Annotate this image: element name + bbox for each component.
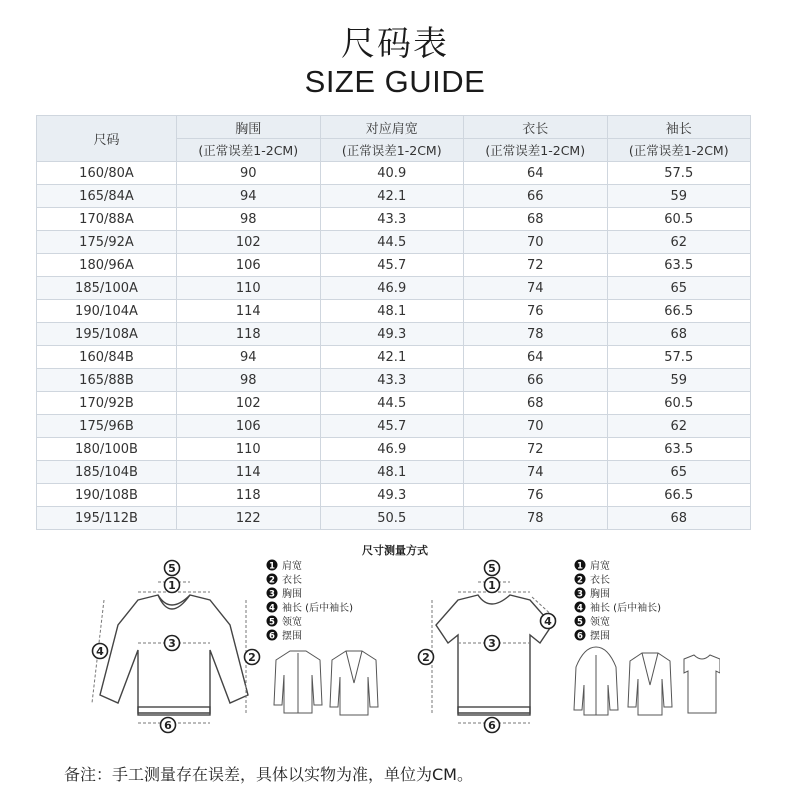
table-cell: 66	[464, 185, 608, 208]
table-cell: 165/88B	[37, 369, 177, 392]
table-cell: 42.1	[320, 185, 464, 208]
length-header: 衣长	[464, 116, 608, 139]
svg-text:6: 6	[577, 631, 583, 642]
table-cell: 44.5	[320, 392, 464, 415]
table-cell: 42.1	[320, 346, 464, 369]
size-header: 尺码	[37, 116, 177, 162]
table-cell: 114	[177, 461, 321, 484]
table-cell: 160/84B	[37, 346, 177, 369]
table-row	[37, 277, 751, 300]
table-row	[37, 461, 751, 484]
cardigan-icon	[628, 653, 672, 715]
table-cell: 122	[177, 507, 321, 530]
svg-text:肩宽: 肩宽	[590, 561, 610, 572]
table-cell: 46.9	[320, 277, 464, 300]
jacket-icon	[274, 651, 322, 713]
legend-item	[575, 573, 611, 586]
svg-text:领宽: 领宽	[282, 617, 302, 628]
table-cell: 45.7	[320, 254, 464, 277]
table-cell: 170/92B	[37, 392, 177, 415]
svg-text:1: 1	[577, 561, 583, 572]
svg-text:肩宽: 肩宽	[282, 561, 302, 572]
legend-item	[267, 587, 303, 600]
sleeve-note: (正常误差1-2CM)	[607, 139, 751, 162]
svg-text:摆围: 摆围	[282, 631, 302, 642]
measure-marker	[165, 561, 180, 576]
table-cell: 74	[464, 277, 608, 300]
table-cell: 59	[607, 369, 751, 392]
table-row	[37, 484, 751, 507]
legend-item	[575, 601, 662, 614]
table-row	[37, 254, 751, 277]
table-cell: 64	[464, 346, 608, 369]
shoulder-header: 对应肩宽	[320, 116, 464, 139]
table-cell: 57.5	[607, 346, 751, 369]
svg-text:衣长: 衣长	[282, 575, 302, 586]
table-cell: 48.1	[320, 300, 464, 323]
page-subtitle: SIZE GUIDE	[304, 64, 486, 99]
svg-text:1: 1	[488, 579, 496, 592]
measure-marker	[485, 578, 500, 593]
table-row	[37, 231, 751, 254]
table-cell: 118	[177, 484, 321, 507]
table-cell: 118	[177, 323, 321, 346]
svg-text:3: 3	[168, 637, 176, 650]
table-cell: 49.3	[320, 484, 464, 507]
table-cell: 106	[177, 254, 321, 277]
table-cell: 94	[177, 185, 321, 208]
table-cell: 90	[177, 162, 321, 185]
table-cell: 68	[607, 507, 751, 530]
measure-marker	[165, 578, 180, 593]
table-cell: 180/100B	[37, 438, 177, 461]
svg-text:袖长 (后中袖长): 袖长 (后中袖长)	[590, 603, 661, 614]
svg-text:2: 2	[269, 575, 275, 586]
measure-marker	[485, 636, 500, 651]
table-cell: 170/88A	[37, 208, 177, 231]
table-row	[37, 300, 751, 323]
legend-item	[267, 615, 303, 628]
measure-title: 尺寸测量方式	[362, 544, 428, 557]
svg-text:4: 4	[577, 603, 583, 614]
svg-text:2: 2	[248, 651, 256, 664]
legend-item	[267, 601, 354, 614]
table-row	[37, 208, 751, 231]
table-cell: 185/104B	[37, 461, 177, 484]
table-cell: 66	[464, 369, 608, 392]
table-cell: 43.3	[320, 369, 464, 392]
svg-text:摆围: 摆围	[590, 631, 610, 642]
sweater-diagram	[100, 595, 248, 715]
table-cell: 59	[607, 185, 751, 208]
svg-text:胸围: 胸围	[282, 589, 302, 600]
table-cell: 70	[464, 231, 608, 254]
table-cell: 44.5	[320, 231, 464, 254]
svg-text:衣长: 衣长	[590, 575, 610, 586]
sleeve-header: 袖长	[607, 116, 751, 139]
svg-text:1: 1	[269, 561, 275, 572]
table-cell: 190/108B	[37, 484, 177, 507]
table-cell: 98	[177, 369, 321, 392]
legend-item	[267, 559, 303, 572]
table-cell: 114	[177, 300, 321, 323]
svg-text:5: 5	[168, 562, 176, 575]
table-row	[37, 346, 751, 369]
measure-marker	[93, 644, 108, 659]
svg-text:袖长 (后中袖长): 袖长 (后中袖长)	[282, 603, 353, 614]
measure-marker	[161, 718, 176, 733]
table-cell: 63.5	[607, 254, 751, 277]
svg-text:3: 3	[577, 589, 583, 600]
table-cell: 74	[464, 461, 608, 484]
table-cell: 65	[607, 461, 751, 484]
chest-header: 胸围	[177, 116, 321, 139]
table-cell: 60.5	[607, 208, 751, 231]
table-cell: 62	[607, 415, 751, 438]
svg-text:6: 6	[269, 631, 275, 642]
table-row	[37, 162, 751, 185]
table-cell: 102	[177, 392, 321, 415]
table-cell: 72	[464, 254, 608, 277]
chest-note: (正常误差1-2CM)	[177, 139, 321, 162]
table-cell: 110	[177, 277, 321, 300]
hoodie-icon	[574, 647, 618, 715]
table-cell: 78	[464, 507, 608, 530]
table-cell: 76	[464, 484, 608, 507]
table-row	[37, 323, 751, 346]
table-cell: 160/80A	[37, 162, 177, 185]
svg-text:3: 3	[488, 637, 496, 650]
table-cell: 64	[464, 162, 608, 185]
svg-text:5: 5	[577, 617, 583, 628]
shoulder-note: (正常误差1-2CM)	[320, 139, 464, 162]
measure-marker	[165, 636, 180, 651]
table-cell: 98	[177, 208, 321, 231]
legend-item	[575, 629, 611, 642]
table-cell: 63.5	[607, 438, 751, 461]
table-cell: 195/108A	[37, 323, 177, 346]
table-cell: 68	[464, 392, 608, 415]
table-cell: 46.9	[320, 438, 464, 461]
table-row	[37, 185, 751, 208]
table-cell: 49.3	[320, 323, 464, 346]
table-row	[37, 438, 751, 461]
table-cell: 110	[177, 438, 321, 461]
table-cell: 106	[177, 415, 321, 438]
svg-text:2: 2	[577, 575, 583, 586]
tee-icon	[684, 655, 720, 713]
measure-marker	[419, 650, 434, 665]
measure-marker	[245, 650, 260, 665]
svg-text:6: 6	[488, 719, 496, 732]
table-cell: 102	[177, 231, 321, 254]
measure-marker	[485, 561, 500, 576]
svg-text:5: 5	[488, 562, 496, 575]
table-cell: 195/112B	[37, 507, 177, 530]
length-note: (正常误差1-2CM)	[464, 139, 608, 162]
legend-item	[575, 559, 611, 572]
table-cell: 70	[464, 415, 608, 438]
table-row	[37, 392, 751, 415]
table-row	[37, 415, 751, 438]
table-cell: 180/96A	[37, 254, 177, 277]
table-cell: 65	[607, 277, 751, 300]
table-cell: 60.5	[607, 392, 751, 415]
svg-text:1: 1	[168, 579, 176, 592]
table-cell: 94	[177, 346, 321, 369]
table-cell: 175/92A	[37, 231, 177, 254]
tshirt-diagram	[436, 595, 552, 715]
table-cell: 68	[464, 208, 608, 231]
measurement-diagram	[80, 555, 720, 740]
svg-text:4: 4	[544, 615, 552, 628]
legend-item	[267, 629, 303, 642]
table-cell: 40.9	[320, 162, 464, 185]
svg-text:领宽: 领宽	[590, 617, 610, 628]
size-table	[36, 115, 751, 530]
table-cell: 78	[464, 323, 608, 346]
svg-text:6: 6	[164, 719, 172, 732]
table-cell: 45.7	[320, 415, 464, 438]
table-cell: 72	[464, 438, 608, 461]
blazer-icon	[330, 651, 378, 715]
table-cell: 66.5	[607, 300, 751, 323]
footnote: 备注：手工测量存在误差，具体以实物为准，单位为CM。	[64, 765, 473, 784]
legend-item	[575, 615, 611, 628]
measure-marker	[485, 718, 500, 733]
table-cell: 62	[607, 231, 751, 254]
table-cell: 190/104A	[37, 300, 177, 323]
table-cell: 43.3	[320, 208, 464, 231]
table-cell: 68	[607, 323, 751, 346]
table-cell: 165/84A	[37, 185, 177, 208]
table-row	[37, 507, 751, 530]
svg-text:3: 3	[269, 589, 275, 600]
svg-text:5: 5	[269, 617, 275, 628]
page-title: 尺码表	[341, 24, 449, 64]
table-row	[37, 369, 751, 392]
svg-text:胸围: 胸围	[590, 589, 610, 600]
table-cell: 175/96B	[37, 415, 177, 438]
legend-item	[575, 587, 611, 600]
svg-text:4: 4	[269, 603, 275, 614]
table-cell: 66.5	[607, 484, 751, 507]
table-cell: 76	[464, 300, 608, 323]
svg-text:2: 2	[422, 651, 430, 664]
legend-item	[267, 573, 303, 586]
measure-marker	[541, 614, 556, 629]
table-cell: 50.5	[320, 507, 464, 530]
table-cell: 48.1	[320, 461, 464, 484]
svg-text:4: 4	[96, 645, 104, 658]
table-cell: 185/100A	[37, 277, 177, 300]
table-cell: 57.5	[607, 162, 751, 185]
